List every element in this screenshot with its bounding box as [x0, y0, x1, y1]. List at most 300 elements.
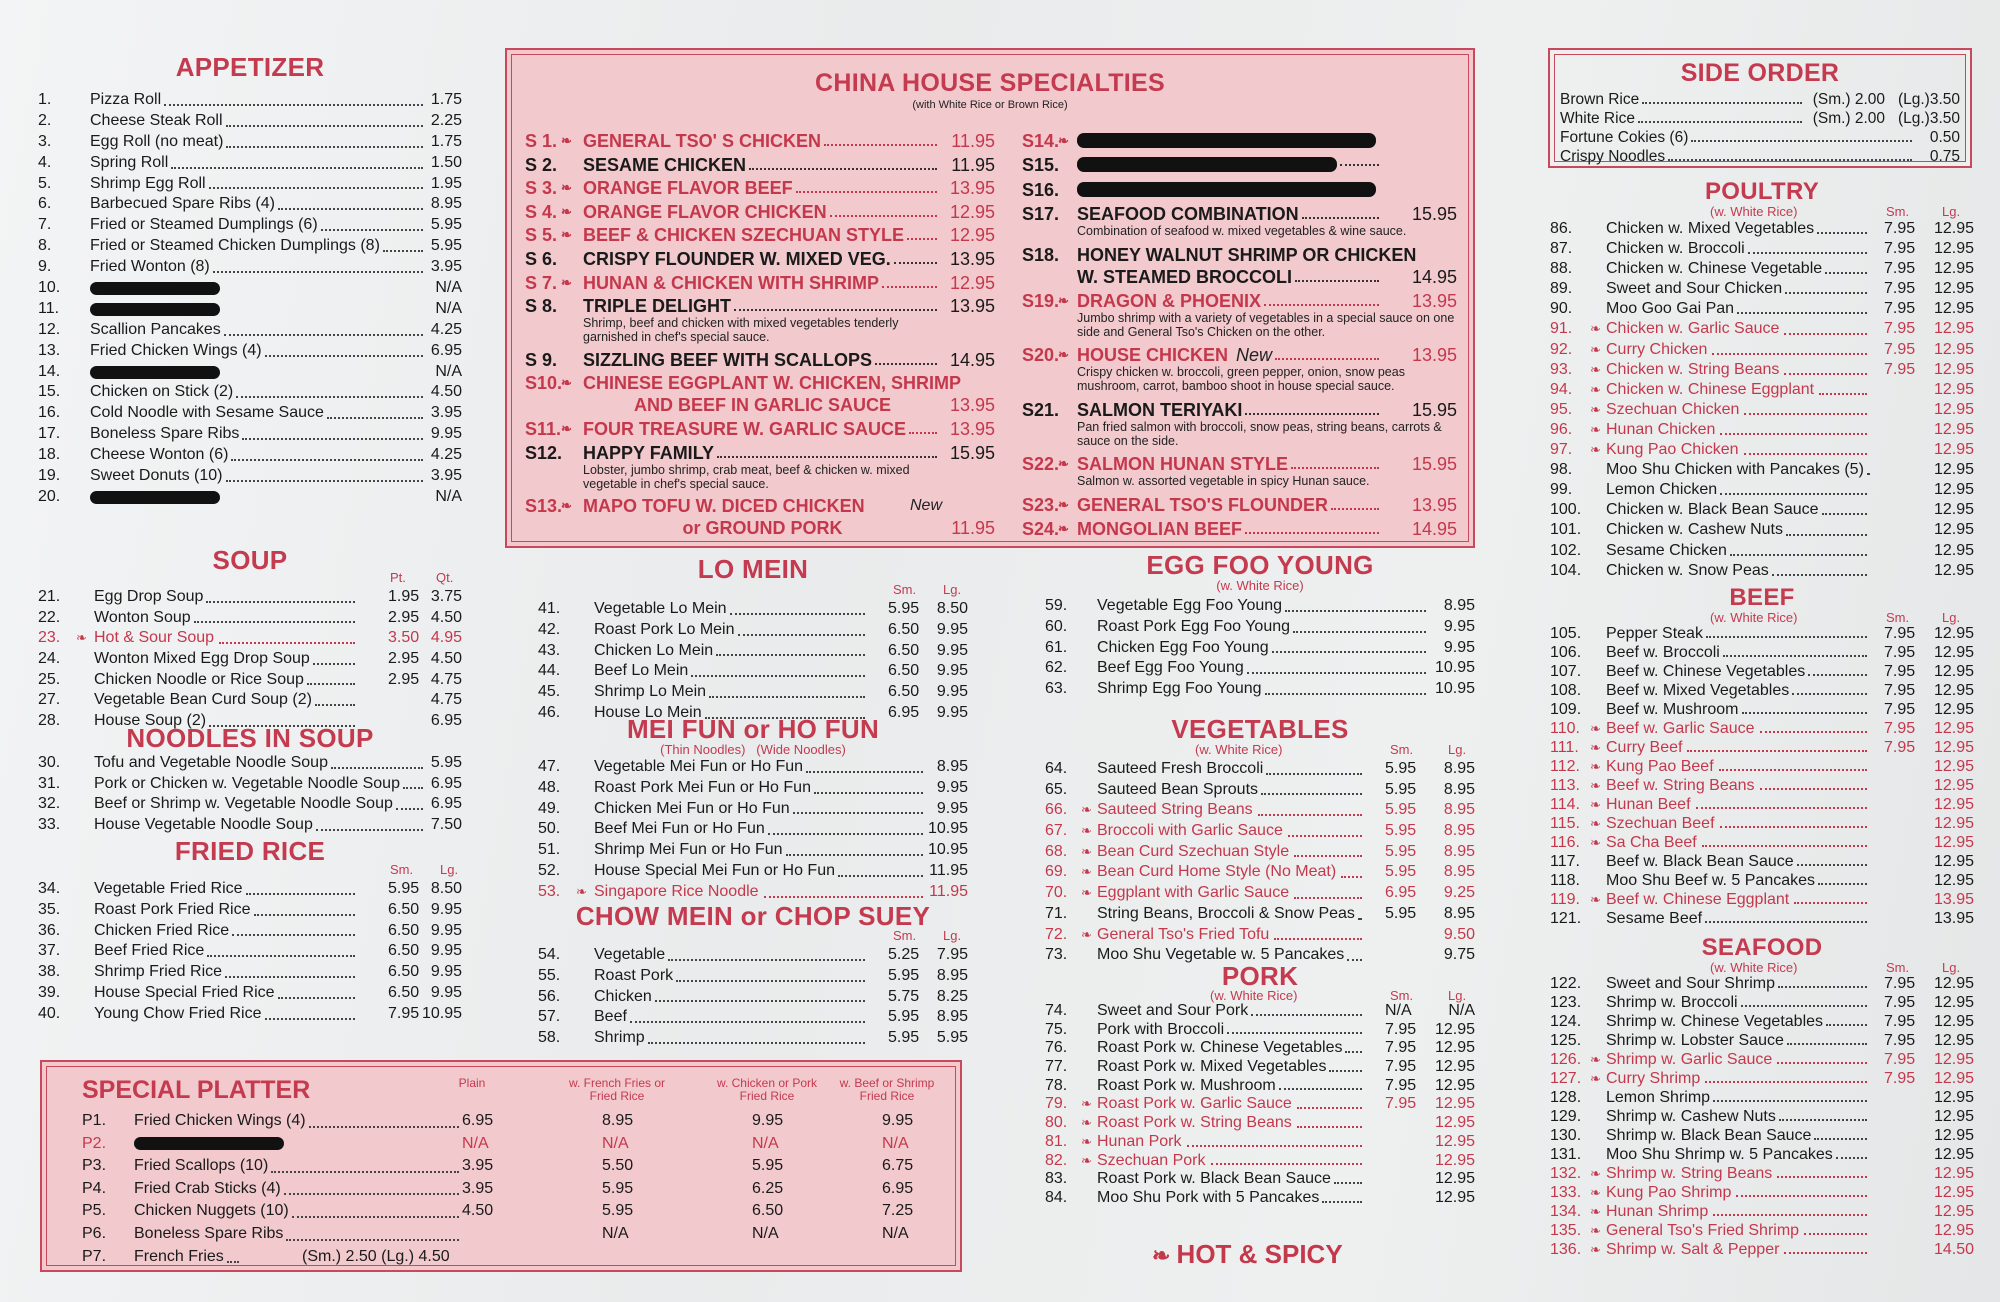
menu-item[interactable] [1550, 795, 1974, 814]
item-price-small: 6.50 [888, 662, 920, 680]
chili-icon: ❧ [1081, 1152, 1092, 1168]
menu-item[interactable] [1550, 681, 1974, 700]
menu-item[interactable] [1550, 1012, 1974, 1031]
item-price-small: 7.95 [1385, 1095, 1417, 1113]
item-price: 1.75 [430, 132, 462, 150]
item-name: Bean Curd Home Style (No Meat) [1097, 863, 1337, 881]
item-name: Roast Pork w. Black Bean Sauce [1097, 1170, 1331, 1188]
menu-item[interactable] [38, 608, 462, 629]
menu-item[interactable] [1550, 380, 1974, 400]
menu-item[interactable] [1550, 400, 1974, 420]
dot-leader [327, 403, 423, 419]
dot-leader [1786, 520, 1867, 535]
lo-mein-col-sm: Sm. [893, 582, 917, 597]
menu-item[interactable] [38, 983, 462, 1004]
item-name: Lemon Shrimp [1606, 1089, 1711, 1106]
menu-item[interactable] [1550, 360, 1974, 380]
specialty-name-line [583, 201, 940, 223]
item-number: 95. [1550, 400, 1573, 418]
platter-price: 8.95 [602, 1112, 634, 1129]
chili-icon: ❧ [1590, 1071, 1601, 1086]
menu-item[interactable] [38, 1004, 462, 1025]
dot-leader [1794, 890, 1867, 904]
menu-item[interactable] [38, 194, 462, 215]
item-name-line [90, 466, 426, 487]
platter-item[interactable] [82, 1223, 942, 1246]
item-price-large: N/A [1448, 1002, 1475, 1019]
platter-item[interactable] [82, 1133, 942, 1156]
item-price-small: 5.95 [1385, 863, 1417, 881]
item-name: Kung Pao Shrimp [1606, 1184, 1732, 1201]
chili-icon: ❧ [1081, 1133, 1092, 1149]
dot-leader [171, 153, 423, 169]
menu-item[interactable] [1550, 520, 1974, 540]
chili-icon: ❧ [1590, 381, 1601, 397]
menu-item[interactable] [538, 682, 968, 703]
item-price-large: 12.95 [1933, 1146, 1974, 1163]
item-name-line [90, 236, 426, 257]
menu-item[interactable] [38, 921, 462, 942]
item-name-line [1606, 643, 1870, 662]
menu-item[interactable] [538, 1007, 968, 1028]
menu-item[interactable] [38, 132, 462, 153]
menu-item[interactable] [38, 174, 462, 195]
chili-icon: ❧ [1590, 361, 1601, 377]
item-name: Sweet and Sour Pork [1097, 1002, 1249, 1019]
item-price-small: 5.95 [888, 966, 920, 984]
item-price: (Sm.) 2.00 (Lg.)3.50 [1812, 110, 1960, 127]
item-name-line [1560, 90, 1805, 109]
menu-item[interactable] [1550, 319, 1974, 339]
item-name-line [1097, 883, 1365, 904]
item-number: 116. [1550, 834, 1580, 851]
menu-item[interactable] [1550, 1088, 1974, 1107]
item-number: 93. [1550, 360, 1573, 378]
item-price: 10.95 [927, 820, 968, 838]
item-number: 119. [1550, 891, 1580, 908]
menu-item[interactable] [1045, 800, 1475, 821]
specialty-name: ORANGE FLAVOR CHICKEN [583, 201, 827, 222]
menu-item[interactable] [38, 794, 462, 815]
menu-item[interactable] [1550, 993, 1974, 1012]
menu-item[interactable] [38, 587, 462, 608]
item-number: 104. [1550, 561, 1582, 579]
item-name-line [90, 487, 426, 504]
dot-leader [768, 819, 923, 835]
menu-item[interactable] [38, 257, 462, 278]
item-number: 65. [1045, 780, 1068, 798]
menu-item[interactable] [1045, 1021, 1475, 1040]
specialty-code: S19. [1022, 291, 1060, 311]
item-number: 51. [538, 841, 561, 859]
menu-item[interactable] [1550, 1107, 1974, 1126]
chili-icon: ❧ [1590, 1185, 1601, 1200]
menu-item[interactable] [1550, 1126, 1974, 1145]
menu-item[interactable] [1045, 617, 1475, 638]
menu-item[interactable] [1550, 909, 1974, 928]
item-price-large: 12.95 [1933, 1222, 1974, 1239]
platter-item[interactable] [82, 1155, 942, 1178]
item-price: 5.95 [430, 216, 462, 234]
menu-item[interactable] [1045, 1133, 1475, 1152]
menu-item[interactable] [38, 815, 462, 836]
menu-item[interactable] [1550, 1183, 1974, 1202]
menu-item[interactable] [38, 215, 462, 236]
menu-item[interactable] [1550, 624, 1974, 643]
menu-item[interactable] [1550, 871, 1974, 890]
chili-icon: ❧ [1081, 926, 1092, 942]
menu-item[interactable] [538, 861, 968, 882]
menu-item[interactable] [538, 778, 968, 799]
item-name: Beef w. String Beans [1606, 777, 1755, 794]
menu-item[interactable] [1550, 776, 1974, 795]
specialty-name-line [583, 248, 940, 270]
item-name-line [1606, 1012, 1870, 1031]
menu-item[interactable] [38, 362, 462, 383]
item-name: Egg Roll (no meat) [90, 132, 224, 150]
lo-mein-list [538, 599, 968, 724]
item-name: Beef w. Garlic Sauce [1606, 720, 1755, 737]
specialty-code: S21. [1022, 399, 1060, 420]
item-price: 8.95 [936, 758, 968, 775]
specialty-price: 11.95 [951, 131, 995, 151]
menu-item[interactable] [1550, 541, 1974, 561]
menu-item[interactable] [1550, 1069, 1974, 1088]
mei-fun-title: MEI FUN or HO FUN [626, 714, 880, 744]
menu-item[interactable] [1550, 757, 1974, 776]
item-price-large: 6.95 [430, 712, 462, 730]
item-name: Curry Beef [1606, 739, 1683, 756]
dot-leader [749, 154, 937, 170]
dot-leader [1792, 681, 1867, 695]
menu-item[interactable] [538, 987, 968, 1008]
menu-item[interactable] [1550, 219, 1974, 239]
menu-item[interactable] [538, 840, 968, 861]
dot-leader [716, 641, 865, 657]
platter-price: 5.50 [602, 1157, 634, 1175]
specialty-name: CHINESE EGGPLANT W. CHICKEN, SHRIMP [583, 373, 962, 394]
dot-leader [814, 778, 923, 794]
menu-item[interactable] [38, 774, 462, 795]
menu-item[interactable] [38, 649, 462, 670]
item-name: Vegetable Lo Mein [594, 600, 727, 617]
item-name: Sa Cha Beef [1606, 834, 1697, 851]
item-price: N/A [435, 487, 462, 505]
item-name-line [94, 690, 358, 711]
specialty-description: Salmon w. assorted vegetable in spicy Hunan sauce. [1077, 474, 1370, 489]
menu-item[interactable] [1550, 662, 1974, 681]
chili-icon: ❧ [1081, 843, 1092, 859]
side-order-item[interactable] [1560, 128, 1960, 147]
item-name-line [1606, 340, 1870, 360]
menu-item[interactable] [1045, 925, 1475, 946]
menu-item[interactable] [1550, 1050, 1974, 1069]
menu-item[interactable] [1550, 738, 1974, 757]
dot-leader [1691, 128, 1912, 142]
menu-item[interactable] [38, 690, 462, 711]
menu-item[interactable] [1045, 1077, 1475, 1096]
menu-item[interactable] [38, 299, 462, 320]
menu-item[interactable] [1045, 759, 1475, 780]
vegetables-list [1045, 759, 1475, 966]
item-name: Shrimp w. String Beans [1606, 1165, 1773, 1182]
dot-leader [1297, 1114, 1362, 1128]
item-price: 5.95 [430, 237, 462, 255]
item-price-large: 12.95 [1933, 320, 1974, 338]
item-name: Chicken Mei Fun or Ho Fun [594, 799, 790, 817]
menu-item[interactable] [1045, 1170, 1475, 1189]
specialty-price: 12.95 [949, 201, 995, 222]
item-price-large: 4.75 [430, 670, 462, 688]
menu-item[interactable] [38, 90, 462, 111]
menu-item[interactable] [538, 819, 968, 840]
item-number: 32. [38, 795, 61, 813]
menu-item[interactable] [1550, 1031, 1974, 1050]
chili-icon: ❧ [1058, 133, 1069, 148]
menu-item[interactable] [1550, 1240, 1974, 1259]
menu-item[interactable] [38, 879, 462, 900]
menu-item[interactable] [1550, 460, 1974, 480]
menu-item[interactable] [1550, 643, 1974, 662]
chili-icon: ❧ [1590, 1223, 1601, 1238]
item-price: 3.95 [430, 467, 462, 485]
item-name-line [134, 1200, 462, 1223]
item-name: Sesame Beef [1606, 910, 1703, 927]
item-number: 8. [38, 237, 52, 255]
specialty-code: S10. [525, 373, 563, 394]
item-name-line [90, 111, 426, 132]
item-name-line [90, 424, 426, 445]
item-number: 83. [1045, 1170, 1068, 1188]
item-name: Vegetable Fried Rice [94, 880, 243, 897]
menu-item[interactable] [1045, 780, 1475, 801]
dot-leader [1817, 219, 1867, 234]
menu-item[interactable] [1550, 279, 1974, 299]
menu-item[interactable] [1550, 700, 1974, 719]
item-name-line [1097, 1170, 1365, 1189]
menu-item[interactable] [38, 466, 462, 487]
menu-item[interactable] [538, 1028, 968, 1049]
redaction-bar [90, 282, 220, 295]
menu-item[interactable] [538, 661, 968, 682]
specialty-name: TRIPLE DELIGHT [583, 296, 731, 317]
menu-item[interactable] [38, 445, 462, 466]
menu-item[interactable] [38, 111, 462, 132]
chow-mein-col-lg: Lg. [943, 928, 962, 943]
item-number: 75. [1045, 1020, 1068, 1038]
menu-item[interactable] [538, 799, 968, 820]
item-name: Cold Noodle with Sesame Sauce [90, 404, 324, 422]
menu-item[interactable] [1045, 1095, 1475, 1114]
dot-leader [284, 1178, 459, 1196]
menu-item[interactable] [38, 628, 462, 649]
item-price-large: 12.95 [1933, 300, 1974, 318]
menu-item[interactable] [1550, 259, 1974, 279]
specialty-code: S 2. [525, 154, 558, 175]
menu-item[interactable] [538, 599, 968, 620]
item-price-small: 6.50 [388, 921, 420, 939]
platter-item[interactable] [82, 1110, 942, 1133]
item-name: Spring Roll [90, 153, 169, 171]
menu-item[interactable] [538, 882, 968, 903]
menu-item[interactable] [1045, 1189, 1475, 1208]
menu-item[interactable] [1550, 340, 1974, 360]
item-name: Chicken Noodle or Rice Soup [94, 670, 304, 688]
specialty-name-2: or GROUND PORK [682, 518, 843, 539]
menu-item[interactable] [1550, 299, 1974, 319]
item-number: 88. [1550, 260, 1573, 278]
menu-item[interactable] [38, 962, 462, 983]
item-price-large: 9.95 [430, 983, 462, 1001]
menu-item[interactable] [1045, 1058, 1475, 1077]
item-name: Sweet Donuts (10) [90, 467, 223, 485]
menu-item[interactable] [1045, 1039, 1475, 1058]
platter-price: N/A [882, 1134, 909, 1152]
specialty-name: SESAME CHICKEN [583, 154, 747, 175]
beef-subtitle: (w. White Rice) [1710, 610, 1798, 625]
menu-item[interactable] [38, 278, 462, 299]
item-price-small: 6.95 [1385, 884, 1417, 902]
specialty-price: 15.95 [1411, 204, 1457, 225]
dot-leader [1245, 399, 1379, 415]
item-name-line [594, 819, 926, 840]
item-name: Shrimp w. Black Bean Sauce [1606, 1127, 1812, 1144]
egg-foo-young-section [1045, 552, 1475, 700]
pork-col-lg: Lg. [1448, 988, 1467, 1003]
menu-item[interactable] [38, 753, 462, 774]
side-order-item[interactable] [1560, 90, 1960, 109]
platter-item[interactable] [82, 1178, 942, 1201]
menu-item[interactable] [1045, 596, 1475, 617]
menu-item[interactable] [38, 424, 462, 445]
platter-item[interactable] [82, 1200, 942, 1223]
item-number: 109. [1550, 701, 1582, 718]
menu-item[interactable] [38, 320, 462, 341]
menu-item[interactable] [1550, 440, 1974, 460]
item-name-line [94, 774, 426, 795]
item-price-large: 8.95 [1443, 842, 1475, 860]
menu-item[interactable] [1550, 561, 1974, 581]
menu-item[interactable] [1550, 500, 1974, 520]
item-name: Vegetable Bean Curd Soup (2) [94, 691, 312, 709]
menu-item[interactable] [538, 966, 968, 987]
chili-icon: ❧ [1590, 1166, 1601, 1181]
menu-item[interactable] [1045, 638, 1475, 659]
item-name: Fried Wonton (8) [90, 258, 210, 276]
side-order-item[interactable] [1560, 109, 1960, 128]
platter-col-fries: w. French Fries or Fried Rice [568, 1076, 666, 1103]
item-name: Vegetable Egg Foo Young [1097, 597, 1283, 614]
dot-leader [1211, 1152, 1362, 1166]
menu-item[interactable] [538, 945, 968, 966]
noodles-in-soup-title: NOODLES IN SOUP [126, 723, 374, 753]
item-price: 1.50 [430, 153, 462, 171]
menu-item[interactable] [1045, 1002, 1475, 1021]
item-number: 72. [1045, 925, 1068, 943]
menu-item[interactable] [1045, 842, 1475, 863]
mei-fun-list [538, 757, 968, 903]
dot-leader [331, 753, 423, 769]
chili-icon: ❧ [1590, 1052, 1601, 1067]
egg-foo-young-title: EGG FOO YOUNG [1146, 550, 1374, 580]
chili-icon: ❧ [1058, 456, 1069, 472]
menu-item[interactable] [38, 403, 462, 424]
item-name-line [1097, 596, 1429, 617]
item-name-line [1606, 440, 1870, 460]
side-order-item[interactable] [1560, 147, 1960, 166]
platter-price: N/A [752, 1224, 779, 1242]
dot-leader [206, 587, 355, 603]
item-name: House Special Mei Fun or Ho Fun [594, 861, 835, 879]
menu-item[interactable] [1045, 904, 1475, 925]
specialty-name: DRAGON & PHOENIX [1077, 291, 1262, 311]
menu-item[interactable] [1550, 814, 1974, 833]
menu-item[interactable] [1045, 1152, 1475, 1171]
menu-item[interactable] [1045, 862, 1475, 883]
menu-item[interactable] [538, 620, 968, 641]
specialty-name: HONEY WALNUT SHRIMP OR CHICKEN [1077, 244, 1417, 265]
item-number: 92. [1550, 340, 1573, 358]
menu-item[interactable] [538, 641, 968, 662]
menu-item[interactable] [1550, 239, 1974, 259]
menu-item[interactable] [38, 153, 462, 174]
menu-item[interactable] [1550, 1145, 1974, 1164]
menu-item[interactable] [38, 900, 462, 921]
menu-item[interactable] [1550, 1202, 1974, 1221]
platter-price: 6.75 [882, 1157, 914, 1175]
menu-item[interactable] [1045, 679, 1475, 700]
item-price-large: 7.95 [936, 946, 968, 963]
specialty-price: 14.95 [949, 349, 995, 370]
menu-item[interactable] [38, 941, 462, 962]
menu-item[interactable] [1550, 1164, 1974, 1183]
item-name-line [94, 921, 358, 942]
item-name-line [1606, 400, 1870, 420]
menu-item[interactable] [1045, 1114, 1475, 1133]
item-number: 2. [38, 111, 52, 129]
menu-item[interactable] [1045, 821, 1475, 842]
item-name-line [1606, 279, 1870, 299]
menu-item[interactable] [1550, 1221, 1974, 1240]
menu-item[interactable] [1045, 883, 1475, 904]
menu-item[interactable] [38, 487, 462, 508]
specialty-name-line [583, 372, 962, 394]
menu-item[interactable] [1550, 852, 1974, 871]
menu-item[interactable] [1550, 833, 1974, 852]
item-name: Moo Shu Pork with 5 Pancakes [1097, 1188, 1320, 1206]
menu-item[interactable] [38, 236, 462, 257]
menu-item[interactable] [1550, 890, 1974, 909]
item-name-line [1606, 852, 1870, 871]
menu-item[interactable] [38, 670, 462, 691]
menu-item[interactable] [38, 382, 462, 403]
menu-item[interactable] [1550, 480, 1974, 500]
specialty-name: SALMON TERIYAKI [1077, 399, 1243, 420]
menu-item[interactable] [38, 341, 462, 362]
item-number: 12. [38, 320, 61, 338]
platter-item[interactable] [82, 1246, 942, 1269]
menu-item[interactable] [1045, 658, 1475, 679]
menu-item[interactable] [1550, 974, 1974, 993]
specialty-price: 14.95 [1411, 266, 1457, 287]
specialty-name: HOUSE CHICKEN [1077, 345, 1229, 366]
menu-item[interactable] [1550, 719, 1974, 738]
dot-leader [830, 201, 937, 217]
chili-icon: ❧ [561, 180, 572, 196]
item-name: Chicken w. Mixed Vegetables [1606, 220, 1815, 237]
menu-item[interactable] [538, 757, 968, 778]
menu-item[interactable] [1550, 420, 1974, 440]
